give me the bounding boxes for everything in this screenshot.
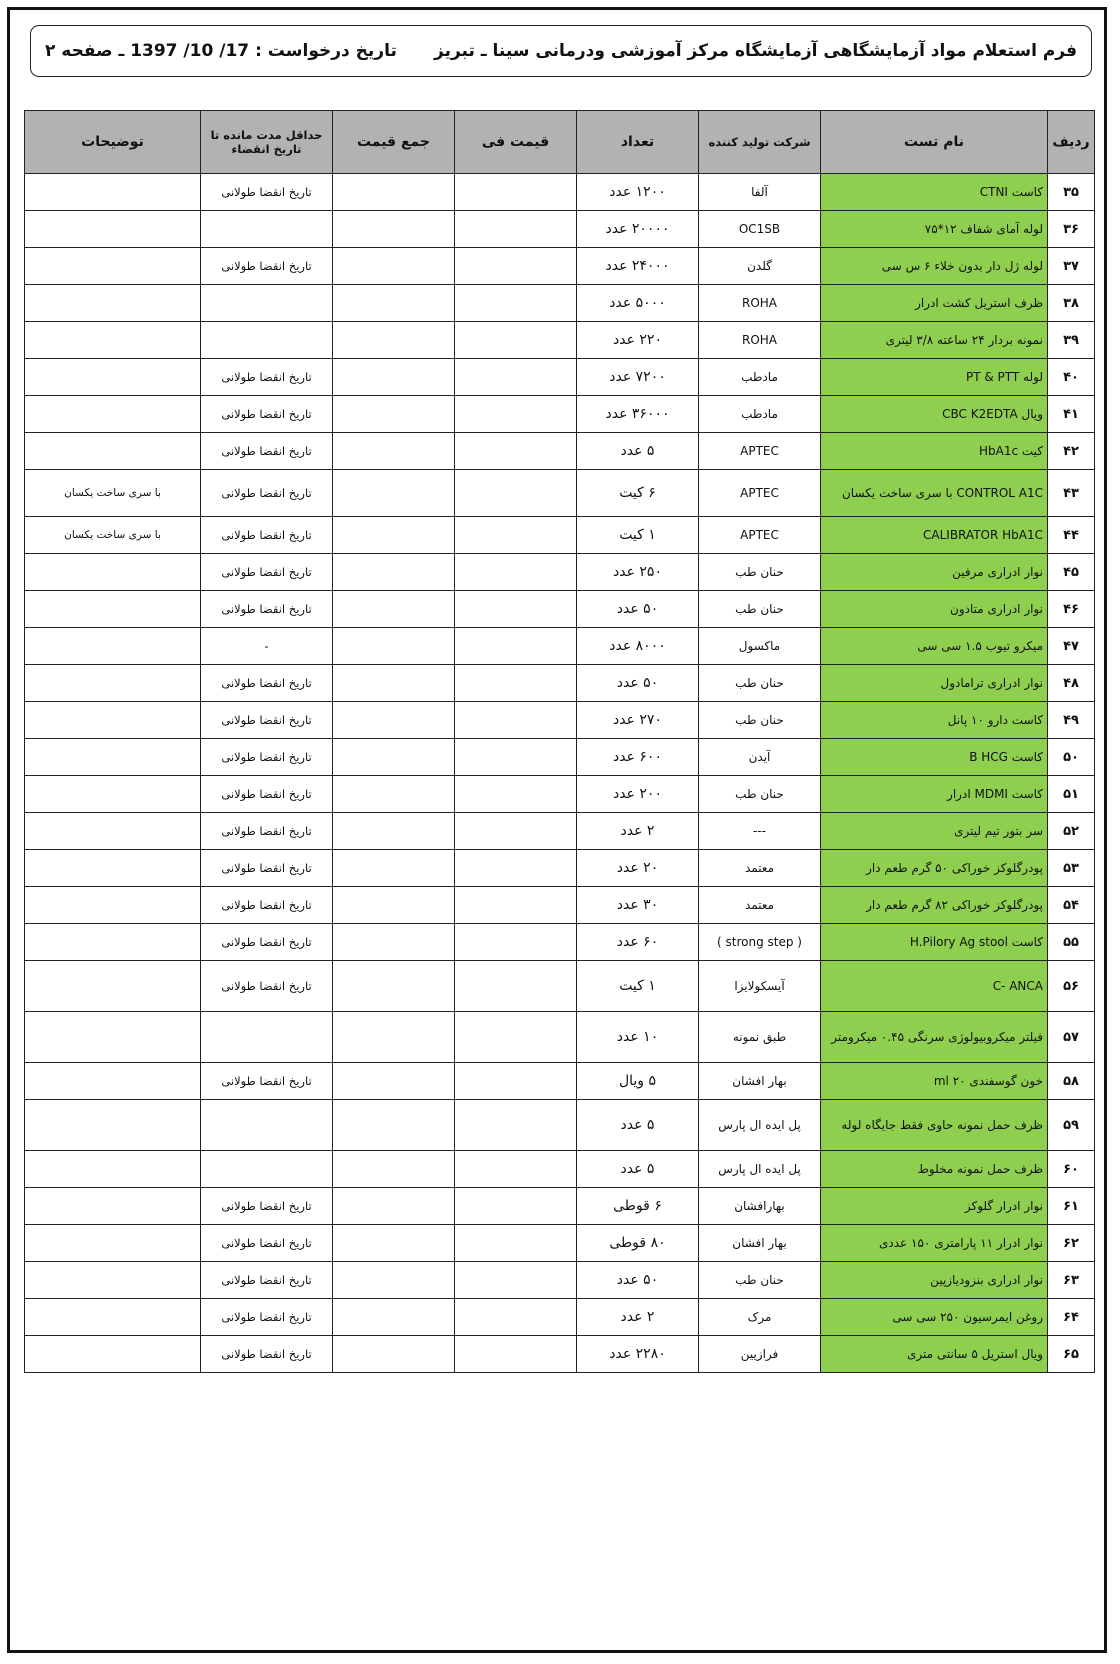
date-value: 17/ 10/ 1397 xyxy=(130,41,250,61)
cell-notes xyxy=(25,1336,201,1373)
cell-company: ماکسول xyxy=(699,628,821,665)
cell-radif: ۵۰ xyxy=(1048,739,1095,776)
cell-unit-price xyxy=(455,396,577,433)
cell-total-price xyxy=(333,628,455,665)
cell-expiry: تاریخ انقضا طولانی xyxy=(201,591,333,628)
col-name: نام تست xyxy=(821,111,1048,174)
cell-name: پودرگلوکز خوراکی ۸۲ گرم طعم دار xyxy=(821,887,1048,924)
cell-company: OC1SB xyxy=(699,211,821,248)
cell-name: سر بتور تیم لیتری xyxy=(821,813,1048,850)
cell-notes xyxy=(25,591,201,628)
cell-radif: ۳۵ xyxy=(1048,174,1095,211)
table-row xyxy=(25,359,1095,396)
table-row xyxy=(25,174,1095,211)
cell-radif: ۶۵ xyxy=(1048,1336,1095,1373)
col-notes: توضیحات xyxy=(25,111,201,174)
cell-notes xyxy=(25,1012,201,1063)
table-row xyxy=(25,1063,1095,1100)
table-row xyxy=(25,665,1095,702)
cell-radif: ۵۶ xyxy=(1048,961,1095,1012)
cell-company: آیدن xyxy=(699,739,821,776)
cell-expiry: تاریخ انقضا طولانی xyxy=(201,850,333,887)
cell-radif: ۴۸ xyxy=(1048,665,1095,702)
table-row xyxy=(25,433,1095,470)
table-row xyxy=(25,924,1095,961)
cell-company: مرک xyxy=(699,1299,821,1336)
cell-name: کاست CTNI xyxy=(821,174,1048,211)
table-row xyxy=(25,702,1095,739)
cell-unit-price xyxy=(455,887,577,924)
cell-radif: ۴۹ xyxy=(1048,702,1095,739)
cell-unit-price xyxy=(455,924,577,961)
cell-unit-price xyxy=(455,850,577,887)
cell-count: ۱۲۰۰ عدد xyxy=(577,174,699,211)
cell-expiry xyxy=(201,1151,333,1188)
cell-total-price xyxy=(333,591,455,628)
inquiry-table xyxy=(24,110,1095,1373)
cell-radif: ۵۸ xyxy=(1048,1063,1095,1100)
cell-total-price xyxy=(333,285,455,322)
cell-name: کیت HbA1c xyxy=(821,433,1048,470)
request-date xyxy=(45,41,397,61)
cell-count: ۸۰ قوطی xyxy=(577,1225,699,1262)
cell-total-price xyxy=(333,776,455,813)
cell-name: فیلتر میکروبیولوژی سرنگی ۰.۴۵ میکرومتر xyxy=(821,1012,1048,1063)
cell-name: CALIBRATOR HbA1C xyxy=(821,517,1048,554)
cell-total-price xyxy=(333,322,455,359)
cell-radif: ۵۵ xyxy=(1048,924,1095,961)
cell-total-price xyxy=(333,665,455,702)
col-company: شرکت تولید کننده xyxy=(699,111,821,174)
cell-radif: ۶۲ xyxy=(1048,1225,1095,1262)
cell-radif: ۵۴ xyxy=(1048,887,1095,924)
cell-unit-price xyxy=(455,1299,577,1336)
cell-expiry: تاریخ انقضا طولانی xyxy=(201,470,333,517)
cell-company: حنان طب xyxy=(699,591,821,628)
cell-radif: ۵۲ xyxy=(1048,813,1095,850)
cell-name: پودرگلوکز خوراکی ۵۰ گرم طعم دار xyxy=(821,850,1048,887)
cell-notes xyxy=(25,1151,201,1188)
cell-company: APTEC xyxy=(699,517,821,554)
cell-unit-price xyxy=(455,1100,577,1151)
cell-company: معتمد xyxy=(699,887,821,924)
cell-notes xyxy=(25,961,201,1012)
cell-company: بهارافشان xyxy=(699,1188,821,1225)
cell-company: حنان طب xyxy=(699,554,821,591)
cell-name: CONTROL A1C با سری ساخت یکسان xyxy=(821,470,1048,517)
cell-expiry: تاریخ انقضا طولانی xyxy=(201,396,333,433)
cell-radif: ۳۷ xyxy=(1048,248,1095,285)
cell-unit-price xyxy=(455,554,577,591)
cell-expiry: تاریخ انقضا طولانی xyxy=(201,1262,333,1299)
table-row xyxy=(25,1188,1095,1225)
cell-radif: ۶۴ xyxy=(1048,1299,1095,1336)
cell-total-price xyxy=(333,887,455,924)
cell-name: کاست دارو ۱۰ پانل xyxy=(821,702,1048,739)
cell-name: ظرف حمل نمونه حاوی فقط جایگاه لوله xyxy=(821,1100,1048,1151)
cell-company: حنان طب xyxy=(699,1262,821,1299)
cell-name: کاست B HCG xyxy=(821,739,1048,776)
cell-notes xyxy=(25,285,201,322)
cell-name: نوار ادرار ۱۱ پارامتری ۱۵۰ عددی xyxy=(821,1225,1048,1262)
page-number: ـ صفحه ۲ xyxy=(45,41,125,61)
cell-unit-price xyxy=(455,433,577,470)
cell-notes xyxy=(25,211,201,248)
cell-company: حنان طب xyxy=(699,665,821,702)
cell-name: لوله آمای شفاف ۱۲*۷۵ xyxy=(821,211,1048,248)
col-total-price: جمع قیمت xyxy=(333,111,455,174)
cell-company: گلدن xyxy=(699,248,821,285)
cell-unit-price xyxy=(455,665,577,702)
cell-total-price xyxy=(333,174,455,211)
cell-expiry: تاریخ انقضا طولانی xyxy=(201,1188,333,1225)
cell-expiry: - xyxy=(201,628,333,665)
cell-expiry: تاریخ انقضا طولانی xyxy=(201,1299,333,1336)
form-header xyxy=(30,25,1092,77)
cell-notes xyxy=(25,433,201,470)
cell-radif: ۵۷ xyxy=(1048,1012,1095,1063)
cell-radif: ۵۳ xyxy=(1048,850,1095,887)
table-row xyxy=(25,591,1095,628)
table-row xyxy=(25,1012,1095,1063)
cell-notes: با سری ساخت یکسان xyxy=(25,517,201,554)
cell-notes xyxy=(25,887,201,924)
cell-name: روغن ایمرسیون ۲۵۰ سی سی xyxy=(821,1299,1048,1336)
cell-expiry: تاریخ انقضا طولانی xyxy=(201,433,333,470)
table-header-row xyxy=(25,111,1095,174)
cell-count: ۶۰ عدد xyxy=(577,924,699,961)
cell-unit-price xyxy=(455,1188,577,1225)
cell-expiry: تاریخ انقضا طولانی xyxy=(201,702,333,739)
cell-unit-price xyxy=(455,1063,577,1100)
cell-company: ( strong step ) xyxy=(699,924,821,961)
cell-count: ۵ ویال xyxy=(577,1063,699,1100)
cell-count: ۲۷۰ عدد xyxy=(577,702,699,739)
cell-count: ۶ قوطی xyxy=(577,1188,699,1225)
cell-count: ۲۲۰ عدد xyxy=(577,322,699,359)
cell-unit-price xyxy=(455,776,577,813)
cell-name: ویال استریل ۵ سانتی متری xyxy=(821,1336,1048,1373)
table-row xyxy=(25,1299,1095,1336)
cell-expiry: تاریخ انقضا طولانی xyxy=(201,517,333,554)
cell-radif: ۴۵ xyxy=(1048,554,1095,591)
cell-notes xyxy=(25,248,201,285)
cell-name: لوله PT & PTT xyxy=(821,359,1048,396)
cell-count: ۸۰۰۰ عدد xyxy=(577,628,699,665)
cell-count: ۵۰ عدد xyxy=(577,665,699,702)
cell-radif: ۶۳ xyxy=(1048,1262,1095,1299)
table-row xyxy=(25,322,1095,359)
table-body xyxy=(25,174,1095,1373)
cell-unit-price xyxy=(455,591,577,628)
cell-unit-price xyxy=(455,961,577,1012)
cell-expiry: تاریخ انقضا طولانی xyxy=(201,1063,333,1100)
cell-notes xyxy=(25,702,201,739)
cell-notes xyxy=(25,1063,201,1100)
cell-count: ۵۰ عدد xyxy=(577,1262,699,1299)
cell-company: ROHA xyxy=(699,322,821,359)
cell-count: ۵ عدد xyxy=(577,1100,699,1151)
cell-notes xyxy=(25,1262,201,1299)
cell-total-price xyxy=(333,470,455,517)
table-row xyxy=(25,628,1095,665)
cell-expiry xyxy=(201,322,333,359)
cell-total-price xyxy=(333,396,455,433)
cell-expiry: تاریخ انقضا طولانی xyxy=(201,248,333,285)
cell-notes xyxy=(25,850,201,887)
table-row xyxy=(25,1262,1095,1299)
cell-unit-price xyxy=(455,1262,577,1299)
cell-name: نمونه بردار ۲۴ ساعته ۳/۸ لیتری xyxy=(821,322,1048,359)
table-row xyxy=(25,813,1095,850)
cell-radif: ۴۰ xyxy=(1048,359,1095,396)
cell-count: ۲۴۰۰۰ عدد xyxy=(577,248,699,285)
cell-expiry: تاریخ انقضا طولانی xyxy=(201,665,333,702)
table-row xyxy=(25,961,1095,1012)
cell-unit-price xyxy=(455,248,577,285)
cell-count: ۵۰۰۰ عدد xyxy=(577,285,699,322)
cell-name: خون گوسفندی ۲۰ ml xyxy=(821,1063,1048,1100)
cell-company: آلفا xyxy=(699,174,821,211)
cell-company: پل ایده ال پارس xyxy=(699,1151,821,1188)
cell-radif: ۴۶ xyxy=(1048,591,1095,628)
cell-total-price xyxy=(333,1100,455,1151)
cell-radif: ۴۴ xyxy=(1048,517,1095,554)
cell-radif: ۴۷ xyxy=(1048,628,1095,665)
table-row xyxy=(25,554,1095,591)
cell-count: ۲ عدد xyxy=(577,813,699,850)
cell-name: نوار ادراری مرفین xyxy=(821,554,1048,591)
cell-total-price xyxy=(333,1188,455,1225)
cell-company: ROHA xyxy=(699,285,821,322)
cell-company: حنان طب xyxy=(699,702,821,739)
cell-name: C- ANCA xyxy=(821,961,1048,1012)
cell-unit-price xyxy=(455,359,577,396)
table-row xyxy=(25,248,1095,285)
cell-notes xyxy=(25,322,201,359)
col-expiry: حداقل مدت مانده تا تاریخ انقضاء xyxy=(201,111,333,174)
cell-unit-price xyxy=(455,1225,577,1262)
cell-total-price xyxy=(333,1225,455,1262)
cell-notes xyxy=(25,665,201,702)
cell-radif: ۴۳ xyxy=(1048,470,1095,517)
cell-name: نوار ادراری ترامادول xyxy=(821,665,1048,702)
cell-total-price xyxy=(333,1012,455,1063)
cell-company: آیسکولایزا xyxy=(699,961,821,1012)
cell-radif: ۳۹ xyxy=(1048,322,1095,359)
cell-unit-price xyxy=(455,1151,577,1188)
cell-count: ۲۰۰۰۰ عدد xyxy=(577,211,699,248)
cell-unit-price xyxy=(455,285,577,322)
table-row xyxy=(25,211,1095,248)
cell-name: نوار ادراری متادون xyxy=(821,591,1048,628)
table-row xyxy=(25,1225,1095,1262)
cell-unit-price xyxy=(455,1012,577,1063)
cell-notes xyxy=(25,554,201,591)
cell-count: ۲۵۰ عدد xyxy=(577,554,699,591)
cell-company: APTEC xyxy=(699,470,821,517)
cell-expiry xyxy=(201,285,333,322)
cell-radif: ۴۲ xyxy=(1048,433,1095,470)
cell-name: کاست H.Pilory Ag stool xyxy=(821,924,1048,961)
cell-total-price xyxy=(333,924,455,961)
cell-unit-price xyxy=(455,470,577,517)
cell-count: ۶۰۰ عدد xyxy=(577,739,699,776)
cell-expiry: تاریخ انقضا طولانی xyxy=(201,1225,333,1262)
col-count: تعداد xyxy=(577,111,699,174)
cell-expiry xyxy=(201,1100,333,1151)
cell-unit-price xyxy=(455,628,577,665)
cell-notes xyxy=(25,813,201,850)
table-row xyxy=(25,850,1095,887)
cell-notes xyxy=(25,396,201,433)
cell-name: کاست MDMI ادرار xyxy=(821,776,1048,813)
cell-notes xyxy=(25,924,201,961)
cell-expiry: تاریخ انقضا طولانی xyxy=(201,739,333,776)
cell-count: ۷۲۰۰ عدد xyxy=(577,359,699,396)
cell-radif: ۶۰ xyxy=(1048,1151,1095,1188)
cell-name: لوله ژل دار بدون خلاء ۶ س سی xyxy=(821,248,1048,285)
cell-total-price xyxy=(333,1299,455,1336)
cell-total-price xyxy=(333,1151,455,1188)
cell-unit-price xyxy=(455,174,577,211)
cell-company: طبق نمونه xyxy=(699,1012,821,1063)
cell-count: ۵ عدد xyxy=(577,433,699,470)
cell-unit-price xyxy=(455,813,577,850)
cell-company: مادطب xyxy=(699,359,821,396)
table-row xyxy=(25,776,1095,813)
cell-radif: ۶۱ xyxy=(1048,1188,1095,1225)
cell-expiry: تاریخ انقضا طولانی xyxy=(201,554,333,591)
cell-expiry: تاریخ انقضا طولانی xyxy=(201,174,333,211)
cell-total-price xyxy=(333,359,455,396)
cell-unit-price xyxy=(455,517,577,554)
table-row xyxy=(25,285,1095,322)
cell-name: ظرف استریل کشت ادرار xyxy=(821,285,1048,322)
cell-total-price xyxy=(333,739,455,776)
cell-total-price xyxy=(333,248,455,285)
table-row xyxy=(25,1100,1095,1151)
cell-expiry: تاریخ انقضا طولانی xyxy=(201,813,333,850)
cell-name: نوار ادرار گلوکز xyxy=(821,1188,1048,1225)
cell-total-price xyxy=(333,850,455,887)
cell-total-price xyxy=(333,517,455,554)
table-row xyxy=(25,470,1095,517)
cell-company: معتمد xyxy=(699,850,821,887)
cell-total-price xyxy=(333,1063,455,1100)
cell-radif: ۴۱ xyxy=(1048,396,1095,433)
cell-total-price xyxy=(333,211,455,248)
col-unit-price: قیمت فی xyxy=(455,111,577,174)
cell-unit-price xyxy=(455,211,577,248)
cell-count: ۳۶۰۰۰ عدد xyxy=(577,396,699,433)
cell-company: --- xyxy=(699,813,821,850)
cell-expiry xyxy=(201,211,333,248)
cell-notes xyxy=(25,359,201,396)
table-row xyxy=(25,1336,1095,1373)
table-row xyxy=(25,517,1095,554)
col-radif: ردیف xyxy=(1048,111,1095,174)
cell-total-price xyxy=(333,554,455,591)
cell-count: ۳۰ عدد xyxy=(577,887,699,924)
cell-notes xyxy=(25,1100,201,1151)
date-label: تاریخ درخواست : xyxy=(255,41,397,61)
cell-company: مادطب xyxy=(699,396,821,433)
cell-name: نوار ادراری بنزودیازپین xyxy=(821,1262,1048,1299)
cell-notes xyxy=(25,1299,201,1336)
form-title: فرم استعلام مواد آزمایشگاهی آزمایشگاه مرکز آموزشی ودرمانی سینا ـ تبریز xyxy=(434,41,1077,61)
cell-count: ۲۰ عدد xyxy=(577,850,699,887)
cell-count: ۶ کیت xyxy=(577,470,699,517)
cell-count: ۱ کیت xyxy=(577,517,699,554)
cell-notes xyxy=(25,1225,201,1262)
cell-expiry: تاریخ انقضا طولانی xyxy=(201,359,333,396)
cell-radif: ۵۱ xyxy=(1048,776,1095,813)
cell-company: پل ایده ال پارس xyxy=(699,1100,821,1151)
cell-count: ۲ عدد xyxy=(577,1299,699,1336)
cell-expiry xyxy=(201,1012,333,1063)
cell-total-price xyxy=(333,433,455,470)
cell-name: میکرو تیوب ۱.۵ سی سی xyxy=(821,628,1048,665)
cell-total-price xyxy=(333,813,455,850)
cell-total-price xyxy=(333,961,455,1012)
cell-radif: ۳۶ xyxy=(1048,211,1095,248)
cell-expiry: تاریخ انقضا طولانی xyxy=(201,924,333,961)
cell-count: ۲۲۸۰ عدد xyxy=(577,1336,699,1373)
cell-count: ۵۰ عدد xyxy=(577,591,699,628)
cell-company: بهار افشان xyxy=(699,1225,821,1262)
cell-count: ۵ عدد xyxy=(577,1151,699,1188)
cell-radif: ۵۹ xyxy=(1048,1100,1095,1151)
cell-count: ۱ کیت xyxy=(577,961,699,1012)
cell-company: حنان طب xyxy=(699,776,821,813)
cell-total-price xyxy=(333,702,455,739)
cell-expiry: تاریخ انقضا طولانی xyxy=(201,1336,333,1373)
cell-company: فرازیین xyxy=(699,1336,821,1373)
cell-company: APTEC xyxy=(699,433,821,470)
cell-notes xyxy=(25,1188,201,1225)
table-row xyxy=(25,396,1095,433)
cell-notes xyxy=(25,739,201,776)
table-row xyxy=(25,1151,1095,1188)
cell-notes xyxy=(25,776,201,813)
cell-count: ۲۰۰ عدد xyxy=(577,776,699,813)
cell-notes xyxy=(25,628,201,665)
cell-company: بهار افشان xyxy=(699,1063,821,1100)
cell-count: ۱۰ عدد xyxy=(577,1012,699,1063)
cell-unit-price xyxy=(455,322,577,359)
table-row xyxy=(25,739,1095,776)
table-row xyxy=(25,887,1095,924)
cell-unit-price xyxy=(455,702,577,739)
cell-total-price xyxy=(333,1336,455,1373)
cell-expiry: تاریخ انقضا طولانی xyxy=(201,887,333,924)
cell-name: ظرف حمل نمونه مخلوط xyxy=(821,1151,1048,1188)
cell-name: ویال CBC K2EDTA xyxy=(821,396,1048,433)
cell-expiry: تاریخ انقضا طولانی xyxy=(201,961,333,1012)
cell-notes: با سری ساخت یکسان xyxy=(25,470,201,517)
cell-total-price xyxy=(333,1262,455,1299)
cell-radif: ۳۸ xyxy=(1048,285,1095,322)
cell-expiry: تاریخ انقضا طولانی xyxy=(201,776,333,813)
cell-notes xyxy=(25,174,201,211)
cell-unit-price xyxy=(455,1336,577,1373)
cell-unit-price xyxy=(455,739,577,776)
